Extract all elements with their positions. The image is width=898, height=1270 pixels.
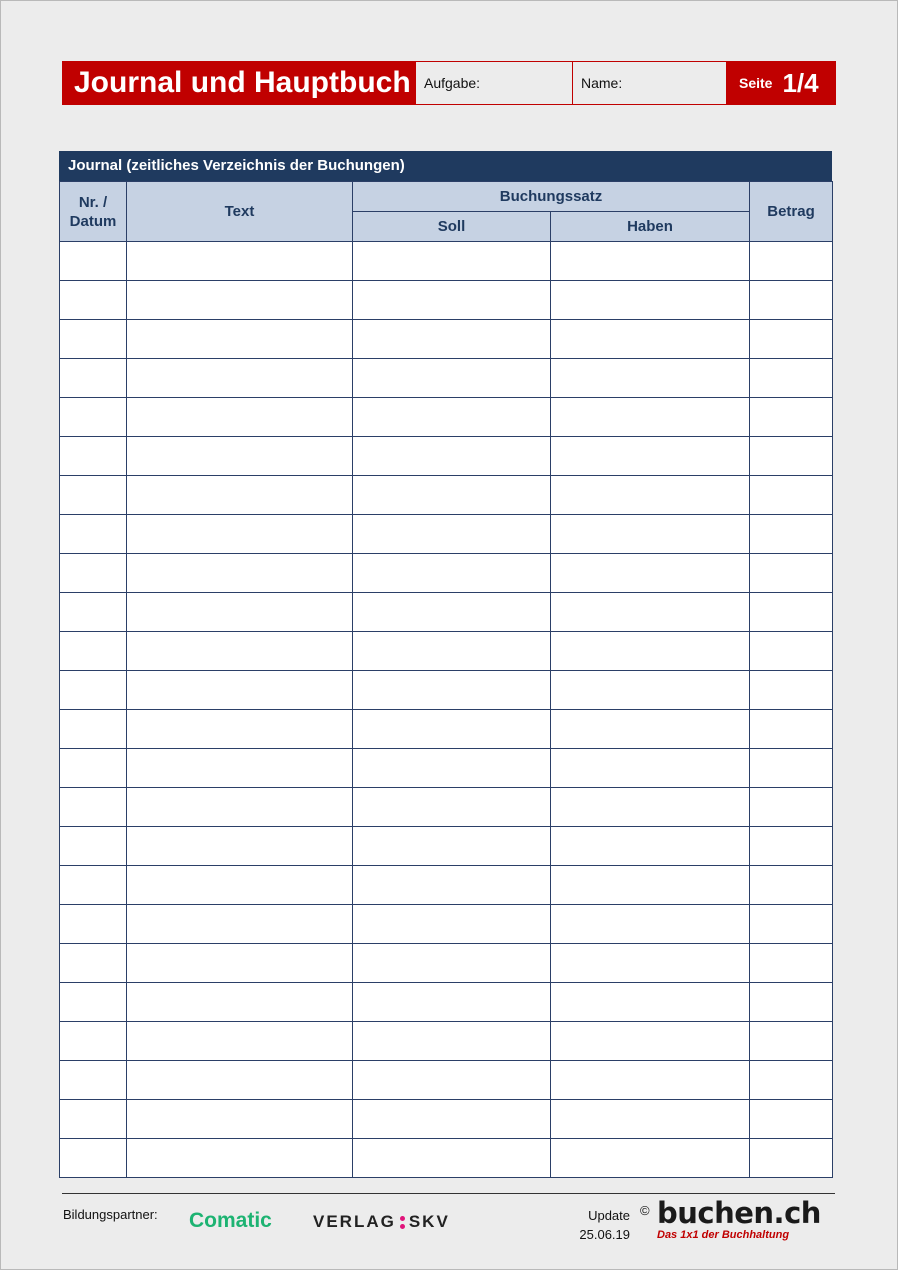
cell-soll[interactable] (353, 398, 551, 437)
update-info (570, 1206, 630, 1244)
col-soll: Soll (353, 212, 551, 242)
cell-soll[interactable] (353, 671, 551, 710)
cell-nr-datum[interactable] (60, 515, 127, 554)
cell-soll[interactable] (353, 1022, 551, 1061)
cell-haben[interactable] (551, 554, 750, 593)
cell-nr-datum[interactable] (60, 554, 127, 593)
cell-betrag[interactable] (750, 554, 833, 593)
cell-haben[interactable] (551, 749, 750, 788)
cell-nr-datum[interactable] (60, 1061, 127, 1100)
cell-soll[interactable] (353, 320, 551, 359)
cell-text[interactable] (127, 827, 353, 866)
cell-betrag[interactable] (750, 1139, 833, 1178)
cell-nr-datum[interactable] (60, 359, 127, 398)
col-haben: Haben (551, 212, 750, 242)
cell-haben[interactable] (551, 1061, 750, 1100)
cell-betrag[interactable] (750, 710, 833, 749)
cell-betrag[interactable] (750, 827, 833, 866)
cell-haben[interactable] (551, 788, 750, 827)
table-row (60, 1022, 833, 1061)
cell-text[interactable] (127, 320, 353, 359)
cell-haben[interactable] (551, 905, 750, 944)
buchen-ch-logo (657, 1197, 835, 1242)
table-row (60, 515, 833, 554)
page-number: 1/4 (782, 67, 819, 98)
cell-betrag[interactable] (750, 281, 833, 320)
cell-soll[interactable] (353, 359, 551, 398)
cell-betrag[interactable] (750, 866, 833, 905)
cell-betrag[interactable] (750, 398, 833, 437)
cell-text[interactable] (127, 632, 353, 671)
cell-text[interactable] (127, 905, 353, 944)
table-row (60, 1100, 833, 1139)
cell-text[interactable] (127, 437, 353, 476)
cell-nr-datum[interactable] (60, 827, 127, 866)
cell-soll[interactable] (353, 1139, 551, 1178)
cell-haben[interactable] (551, 944, 750, 983)
cell-betrag[interactable] (750, 320, 833, 359)
cell-betrag[interactable] (750, 983, 833, 1022)
update-date: 25.06.19 (579, 1227, 630, 1242)
cell-text[interactable] (127, 788, 353, 827)
table-row (60, 398, 833, 437)
cell-haben[interactable] (551, 1100, 750, 1139)
cell-text[interactable] (127, 281, 353, 320)
cell-text[interactable] (127, 554, 353, 593)
name-label: Name: (581, 75, 623, 91)
table-row (60, 632, 833, 671)
cell-nr-datum[interactable] (60, 632, 127, 671)
cell-haben[interactable] (551, 515, 750, 554)
journal-title: Journal (zeitliches Verzeichnis der Buchungen) (59, 151, 832, 181)
cell-nr-datum[interactable] (60, 749, 127, 788)
cell-betrag[interactable] (750, 905, 833, 944)
seite-label: Seite (739, 75, 773, 91)
aufgabe-label: Aufgabe: (424, 75, 481, 91)
table-row (60, 476, 833, 515)
cell-text[interactable] (127, 1100, 353, 1139)
cell-haben[interactable] (551, 398, 750, 437)
cell-betrag[interactable] (750, 1022, 833, 1061)
cell-nr-datum[interactable] (60, 593, 127, 632)
cell-nr-datum[interactable] (60, 242, 127, 281)
cell-soll[interactable] (353, 242, 551, 281)
cell-text[interactable] (127, 476, 353, 515)
cell-nr-datum[interactable] (60, 1139, 127, 1178)
skv-text: SKV (408, 1212, 450, 1231)
cell-haben[interactable] (551, 710, 750, 749)
table-row (60, 320, 833, 359)
cell-soll[interactable] (353, 515, 551, 554)
cell-text[interactable] (127, 749, 353, 788)
cell-soll[interactable] (353, 710, 551, 749)
cell-betrag[interactable] (750, 515, 833, 554)
cell-betrag[interactable] (750, 632, 833, 671)
table-row (60, 749, 833, 788)
cell-nr-datum[interactable] (60, 320, 127, 359)
table-row (60, 671, 833, 710)
cell-betrag[interactable] (750, 1061, 833, 1100)
table-row (60, 281, 833, 320)
cell-betrag[interactable] (750, 593, 833, 632)
cell-nr-datum[interactable] (60, 905, 127, 944)
cell-haben[interactable] (551, 320, 750, 359)
cell-text[interactable] (127, 866, 353, 905)
table-row (60, 554, 833, 593)
aufgabe-field[interactable] (416, 61, 573, 105)
table-row (60, 905, 833, 944)
page-header (62, 61, 836, 105)
partner-label: Bildungspartner: (63, 1207, 158, 1222)
cell-soll[interactable] (353, 944, 551, 983)
cell-betrag[interactable] (750, 788, 833, 827)
cell-haben[interactable] (551, 866, 750, 905)
cell-soll[interactable] (353, 437, 551, 476)
journal-table (59, 151, 832, 1178)
update-label: Update (588, 1208, 630, 1223)
cell-nr-datum[interactable] (60, 983, 127, 1022)
table-row (60, 593, 833, 632)
cell-text[interactable] (127, 944, 353, 983)
cell-haben[interactable] (551, 242, 750, 281)
journal-grid (59, 181, 833, 1178)
cell-nr-datum[interactable] (60, 866, 127, 905)
cell-betrag[interactable] (750, 944, 833, 983)
cell-haben[interactable] (551, 359, 750, 398)
cell-nr-datum[interactable] (60, 1100, 127, 1139)
col-betrag: Betrag (750, 182, 833, 242)
cell-nr-datum[interactable] (60, 398, 127, 437)
cell-soll[interactable] (353, 281, 551, 320)
cell-haben[interactable] (551, 476, 750, 515)
cell-nr-datum[interactable] (60, 944, 127, 983)
table-row (60, 1139, 833, 1178)
cell-text[interactable] (127, 359, 353, 398)
skv-colon-icon (400, 1216, 405, 1229)
cell-haben[interactable] (551, 632, 750, 671)
name-field[interactable] (573, 61, 727, 105)
cell-text[interactable] (127, 398, 353, 437)
cell-text[interactable] (127, 671, 353, 710)
cell-haben[interactable] (551, 281, 750, 320)
cell-betrag[interactable] (750, 359, 833, 398)
cell-haben[interactable] (551, 437, 750, 476)
page-indicator (727, 61, 836, 105)
table-row (60, 827, 833, 866)
table-row (60, 983, 833, 1022)
cell-text[interactable] (127, 1022, 353, 1061)
col-text: Text (127, 182, 353, 242)
comatic-logo: Comatic (189, 1209, 272, 1232)
cell-nr-datum[interactable] (60, 671, 127, 710)
cell-text[interactable] (127, 1139, 353, 1178)
cell-haben[interactable] (551, 671, 750, 710)
cell-text[interactable] (127, 515, 353, 554)
cell-soll[interactable] (353, 827, 551, 866)
cell-betrag[interactable] (750, 749, 833, 788)
cell-soll[interactable] (353, 983, 551, 1022)
cell-soll[interactable] (353, 632, 551, 671)
table-row (60, 1061, 833, 1100)
table-row (60, 359, 833, 398)
brand-name: buchen.ch (657, 1196, 821, 1230)
cell-text[interactable] (127, 983, 353, 1022)
cell-nr-datum[interactable] (60, 1022, 127, 1061)
table-row (60, 242, 833, 281)
cell-haben[interactable] (551, 593, 750, 632)
cell-soll[interactable] (353, 593, 551, 632)
table-row (60, 710, 833, 749)
cell-betrag[interactable] (750, 476, 833, 515)
cell-text[interactable] (127, 242, 353, 281)
cell-soll[interactable] (353, 788, 551, 827)
cell-nr-datum[interactable] (60, 710, 127, 749)
table-row (60, 437, 833, 476)
cell-betrag[interactable] (750, 1100, 833, 1139)
cell-nr-datum[interactable] (60, 281, 127, 320)
copyright-icon: © (640, 1203, 650, 1218)
cell-haben[interactable] (551, 1139, 750, 1178)
cell-nr-datum[interactable] (60, 437, 127, 476)
verlag-text: VERLAG (313, 1212, 396, 1231)
cell-text[interactable] (127, 593, 353, 632)
footer-divider (62, 1193, 835, 1194)
cell-text[interactable] (127, 1061, 353, 1100)
verlag-skv-logo (313, 1212, 450, 1232)
brand-tagline: Das 1x1 der Buchhaltung (657, 1229, 790, 1241)
cell-haben[interactable] (551, 1022, 750, 1061)
cell-soll[interactable] (353, 1061, 551, 1100)
cell-haben[interactable] (551, 983, 750, 1022)
cell-nr-datum[interactable] (60, 788, 127, 827)
cell-haben[interactable] (551, 827, 750, 866)
cell-nr-datum[interactable] (60, 476, 127, 515)
cell-soll[interactable] (353, 554, 551, 593)
cell-soll[interactable] (353, 1100, 551, 1139)
table-row (60, 788, 833, 827)
cell-soll[interactable] (353, 476, 551, 515)
cell-betrag[interactable] (750, 242, 833, 281)
col-datum-label: Datum (69, 212, 117, 230)
cell-betrag[interactable] (750, 437, 833, 476)
cell-betrag[interactable] (750, 671, 833, 710)
cell-soll[interactable] (353, 905, 551, 944)
page-title: Journal und Hauptbuch (62, 61, 416, 105)
table-row (60, 866, 833, 905)
cell-text[interactable] (127, 710, 353, 749)
col-nr-datum (60, 182, 127, 242)
col-nr-label: Nr. / (78, 193, 108, 211)
cell-soll[interactable] (353, 866, 551, 905)
col-buchungssatz: Buchungssatz (353, 182, 750, 212)
cell-soll[interactable] (353, 749, 551, 788)
table-row (60, 944, 833, 983)
